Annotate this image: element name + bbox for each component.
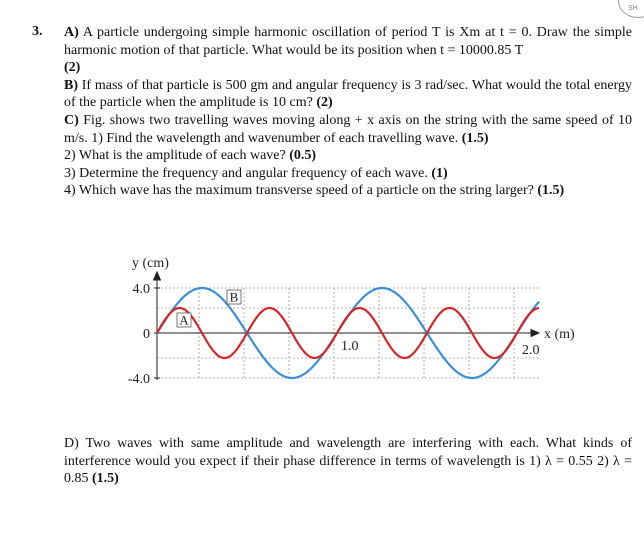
part-b-text: If mass of that particle is 500 gm and angular frequency is 3 rad/sec. What would the total energy of the particle when the amplitude is 10 cm? — [64, 77, 633, 111]
part-d — [64, 435, 632, 488]
y-axis-arrow — [154, 272, 161, 280]
x-axis-arrow — [531, 330, 539, 337]
wave-a-label: A — [179, 312, 189, 328]
question-number: 3. — [32, 24, 43, 39]
part-c-sub2-marks: (0.5) — [289, 148, 317, 164]
part-d-marks: (1.5) — [92, 471, 119, 487]
wave-figure — [112, 252, 602, 392]
part-c-text: Fig. shows two travelling waves moving along + x axis on the string with the same speed of 10 m/s. 1) Find the wavelength and wavenumber of each travelling wave. — [64, 112, 633, 146]
part-c-sub4 — [64, 182, 632, 200]
x-axis-label: x (m) — [544, 327, 575, 342]
part-a — [64, 24, 632, 77]
part-a-label: A) — [64, 25, 79, 40]
part-c-sub3-text: 3) Determine the frequency and angular frequency of each wave. — [64, 165, 428, 181]
y-axis-label: y (cm) — [132, 256, 169, 271]
y-tick-bottom: -4.0 — [127, 372, 150, 387]
part-c-sub4-marks: (1.5) — [537, 183, 565, 199]
question-body — [64, 24, 632, 200]
part-a-marks: (2) — [64, 60, 81, 76]
x-tick-1: 1.0 — [341, 339, 359, 354]
wave-figure-svg — [112, 252, 602, 392]
part-c-label: C) — [64, 112, 79, 128]
part-b-label: B) — [64, 77, 78, 93]
part-c-sub2 — [64, 147, 632, 165]
y-tick-top: 4.0 — [132, 282, 150, 297]
corner-seal — [618, 0, 644, 18]
part-c-sub2-text: 2) What is the amplitude of each wave? — [64, 148, 286, 164]
part-c-marks: (1.5) — [461, 130, 489, 146]
seal-text: SH — [628, 5, 638, 12]
part-d-text: D) Two waves with same amplitude and wavelength are interfering with each. What kinds of interference would you expect if their phase difference in terms of wavelength is 1) λ = 0.55 2) λ = 0.85 — [64, 436, 632, 487]
y-tick-zero: 0 — [143, 327, 150, 342]
x-tick-2: 2.0 — [522, 343, 540, 358]
part-b-marks: (2) — [316, 95, 333, 111]
part-c — [64, 112, 632, 147]
part-c-sub3 — [64, 165, 632, 183]
part-a-text: A particle undergoing simple harmonic oscillation of period T is Xm at t = 0. Draw the simple harmonic motion of that particle. What would be its position when t = 10000.85 T — [64, 25, 632, 58]
part-c-sub4-text: 4) Which wave has the maximum transverse speed of a particle on the string larger? — [64, 183, 534, 199]
wave-b-label: B — [229, 289, 239, 305]
part-b — [64, 77, 632, 112]
part-c-sub3-marks: (1) — [431, 165, 448, 181]
